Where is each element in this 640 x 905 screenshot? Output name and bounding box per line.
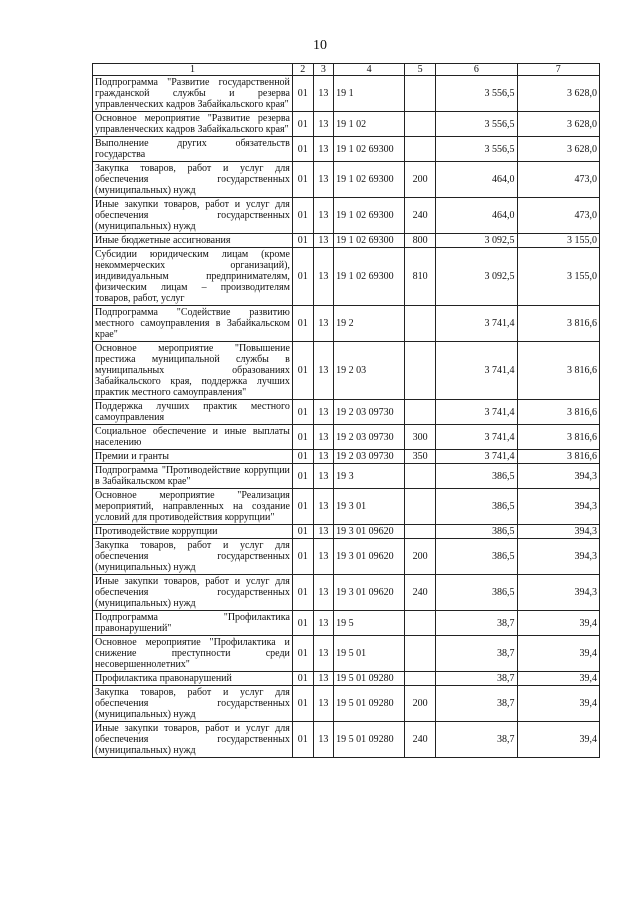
- cell-rz: 01: [292, 400, 313, 425]
- cell-sum-year2: 39,4: [517, 672, 599, 686]
- table-row: [93, 137, 600, 162]
- cell-sum-year2: 39,4: [517, 686, 599, 722]
- cell-name: Поддержка лучших практик местного самоуправления: [93, 400, 293, 425]
- cell-sum-year1: 3 741,4: [436, 400, 517, 425]
- table-row: [93, 234, 600, 248]
- table-row: [93, 342, 600, 400]
- cell-sum-year2: 3 155,0: [517, 234, 599, 248]
- cell-rz: 01: [292, 539, 313, 575]
- cell-name: Субсидии юридическим лицам (кроме некоммерческих организаций), индивидуальным предпринимателям, физическим лицам – производителям товаров, работ, услуг: [93, 248, 293, 306]
- cell-sum-year1: 3 741,4: [436, 450, 517, 464]
- cell-vr: 200: [405, 686, 436, 722]
- table-row: [93, 400, 600, 425]
- cell-rz: 01: [292, 306, 313, 342]
- cell-pr: 13: [313, 162, 334, 198]
- cell-name: Подпрограмма "Профилактика правонарушений": [93, 611, 293, 636]
- cell-rz: 01: [292, 575, 313, 611]
- table-row: [93, 112, 600, 137]
- cell-vr: [405, 400, 436, 425]
- cell-sum-year1: 386,5: [436, 525, 517, 539]
- cell-sum-year2: 3 816,6: [517, 400, 599, 425]
- cell-name: Иные закупки товаров, работ и услуг для обеспечения государственных (муниципальных) нужд: [93, 198, 293, 234]
- cell-sum-year2: 3 816,6: [517, 342, 599, 400]
- table-row: [93, 425, 600, 450]
- budget-table: [92, 63, 600, 758]
- cell-csr: 19 5 01 09280: [334, 672, 405, 686]
- cell-vr: [405, 112, 436, 137]
- table-row: [93, 525, 600, 539]
- cell-name: Профилактика правонарушений: [93, 672, 293, 686]
- cell-csr: 19 2 03 09730: [334, 400, 405, 425]
- cell-vr: [405, 306, 436, 342]
- cell-csr: 19 5: [334, 611, 405, 636]
- cell-rz: 01: [292, 672, 313, 686]
- table-row: [93, 76, 600, 112]
- column-header-rz: 2: [292, 64, 313, 76]
- cell-name: Выполнение других обязательств государства: [93, 137, 293, 162]
- table-row: [93, 489, 600, 525]
- cell-pr: 13: [313, 464, 334, 489]
- column-header-name: 1: [93, 64, 293, 76]
- cell-name: Закупка товаров, работ и услуг для обеспечения государственных (муниципальных) нужд: [93, 686, 293, 722]
- cell-rz: 01: [292, 198, 313, 234]
- table-row: [93, 611, 600, 636]
- cell-csr: 19 1 02 69300: [334, 137, 405, 162]
- cell-vr: 800: [405, 234, 436, 248]
- cell-csr: 19 5 01 09280: [334, 686, 405, 722]
- cell-vr: [405, 76, 436, 112]
- cell-rz: 01: [292, 525, 313, 539]
- cell-name: Подпрограмма "Содействие развитию местного самоуправления в Забайкальском крае": [93, 306, 293, 342]
- cell-sum-year1: 38,7: [436, 686, 517, 722]
- table-row: [93, 162, 600, 198]
- cell-sum-year2: 394,3: [517, 464, 599, 489]
- cell-sum-year1: 386,5: [436, 539, 517, 575]
- cell-pr: 13: [313, 722, 334, 758]
- cell-pr: 13: [313, 342, 334, 400]
- cell-name: Премии и гранты: [93, 450, 293, 464]
- page-number: 10: [313, 38, 327, 53]
- cell-pr: 13: [313, 112, 334, 137]
- table-header: [93, 64, 600, 76]
- cell-name: Иные бюджетные ассигнования: [93, 234, 293, 248]
- cell-name: Социальное обеспечение и иные выплаты населению: [93, 425, 293, 450]
- cell-sum-year2: 39,4: [517, 611, 599, 636]
- cell-name: Противодействие коррупции: [93, 525, 293, 539]
- cell-csr: 19 3 01 09620: [334, 575, 405, 611]
- table-row: [93, 575, 600, 611]
- cell-sum-year2: 3 628,0: [517, 76, 599, 112]
- cell-vr: 240: [405, 575, 436, 611]
- cell-sum-year2: 3 155,0: [517, 248, 599, 306]
- column-header-pr: 3: [313, 64, 334, 76]
- cell-sum-year2: 394,3: [517, 525, 599, 539]
- cell-csr: 19 1 02 69300: [334, 162, 405, 198]
- cell-rz: 01: [292, 248, 313, 306]
- cell-sum-year1: 38,7: [436, 611, 517, 636]
- cell-pr: 13: [313, 234, 334, 248]
- cell-vr: 200: [405, 162, 436, 198]
- cell-rz: 01: [292, 686, 313, 722]
- cell-sum-year2: 394,3: [517, 489, 599, 525]
- cell-pr: 13: [313, 248, 334, 306]
- cell-sum-year1: 3 556,5: [436, 137, 517, 162]
- column-header-vr: 5: [405, 64, 436, 76]
- table-body: [93, 76, 600, 758]
- cell-pr: 13: [313, 686, 334, 722]
- cell-rz: 01: [292, 489, 313, 525]
- cell-csr: 19 2 03 09730: [334, 425, 405, 450]
- cell-sum-year2: 394,3: [517, 575, 599, 611]
- cell-sum-year1: 38,7: [436, 672, 517, 686]
- table-row: [93, 672, 600, 686]
- table-row: [93, 464, 600, 489]
- cell-vr: 240: [405, 198, 436, 234]
- cell-rz: 01: [292, 342, 313, 400]
- cell-csr: 19 2 03 09730: [334, 450, 405, 464]
- cell-pr: 13: [313, 76, 334, 112]
- cell-name: Иные закупки товаров, работ и услуг для обеспечения государственных (муниципальных) нужд: [93, 722, 293, 758]
- cell-sum-year1: 386,5: [436, 464, 517, 489]
- cell-pr: 13: [313, 400, 334, 425]
- table-row: [93, 248, 600, 306]
- cell-sum-year2: 39,4: [517, 636, 599, 672]
- cell-name: Основное мероприятие "Развитие резерва управленческих кадров Забайкальского края": [93, 112, 293, 137]
- cell-pr: 13: [313, 636, 334, 672]
- cell-sum-year2: 3 816,6: [517, 425, 599, 450]
- cell-name: Подпрограмма "Противодействие коррупции в Забайкальском крае": [93, 464, 293, 489]
- table-row: [93, 686, 600, 722]
- cell-vr: [405, 672, 436, 686]
- table-row: [93, 450, 600, 464]
- cell-vr: 300: [405, 425, 436, 450]
- cell-pr: 13: [313, 539, 334, 575]
- cell-sum-year1: 3 556,5: [436, 76, 517, 112]
- cell-sum-year2: 3 816,6: [517, 306, 599, 342]
- cell-rz: 01: [292, 464, 313, 489]
- header-row: [93, 64, 600, 76]
- cell-sum-year2: 394,3: [517, 539, 599, 575]
- cell-vr: [405, 489, 436, 525]
- cell-csr: 19 3 01: [334, 489, 405, 525]
- cell-pr: 13: [313, 575, 334, 611]
- cell-sum-year1: 464,0: [436, 198, 517, 234]
- cell-vr: [405, 342, 436, 400]
- cell-pr: 13: [313, 611, 334, 636]
- cell-csr: 19 3: [334, 464, 405, 489]
- cell-csr: 19 5 01 09280: [334, 722, 405, 758]
- cell-sum-year2: 473,0: [517, 198, 599, 234]
- cell-csr: 19 2: [334, 306, 405, 342]
- cell-vr: [405, 525, 436, 539]
- cell-vr: 240: [405, 722, 436, 758]
- cell-pr: 13: [313, 306, 334, 342]
- cell-sum-year1: 3 092,5: [436, 234, 517, 248]
- cell-csr: 19 1 02 69300: [334, 198, 405, 234]
- cell-name: Подпрограмма "Развитие государственной гражданской службы и резерва управленческих кадров Забайкальского края": [93, 76, 293, 112]
- cell-csr: 19 1: [334, 76, 405, 112]
- cell-csr: 19 5 01: [334, 636, 405, 672]
- table-row: [93, 722, 600, 758]
- column-header-csr: 4: [334, 64, 405, 76]
- cell-csr: 19 1 02 69300: [334, 234, 405, 248]
- cell-csr: 19 1 02 69300: [334, 248, 405, 306]
- cell-rz: 01: [292, 137, 313, 162]
- cell-rz: 01: [292, 76, 313, 112]
- cell-name: Основное мероприятие "Реализация мероприятий, направленных на создание условий для противодействия коррупции": [93, 489, 293, 525]
- cell-sum-year1: 38,7: [436, 636, 517, 672]
- cell-sum-year1: 3 741,4: [436, 306, 517, 342]
- cell-rz: 01: [292, 636, 313, 672]
- cell-sum-year2: 3 628,0: [517, 137, 599, 162]
- table-row: [93, 539, 600, 575]
- cell-vr: [405, 636, 436, 672]
- cell-vr: 810: [405, 248, 436, 306]
- cell-rz: 01: [292, 234, 313, 248]
- cell-pr: 13: [313, 137, 334, 162]
- cell-sum-year1: 386,5: [436, 489, 517, 525]
- cell-vr: 200: [405, 539, 436, 575]
- column-header-sum1: 6: [436, 64, 517, 76]
- table-row: [93, 306, 600, 342]
- cell-rz: 01: [292, 425, 313, 450]
- cell-vr: [405, 611, 436, 636]
- cell-rz: 01: [292, 162, 313, 198]
- cell-pr: 13: [313, 450, 334, 464]
- cell-sum-year1: 38,7: [436, 722, 517, 758]
- cell-name: Основное мероприятие "Повышение престижа муниципальной службы в муниципальных образованиях Забайкальского края, поддержка лучших практик местного самоуправления": [93, 342, 293, 400]
- cell-name: Закупка товаров, работ и услуг для обеспечения государственных (муниципальных) нужд: [93, 162, 293, 198]
- cell-sum-year1: 3 556,5: [436, 112, 517, 137]
- cell-pr: 13: [313, 672, 334, 686]
- cell-name: Иные закупки товаров, работ и услуг для обеспечения государственных (муниципальных) нужд: [93, 575, 293, 611]
- cell-sum-year1: 3 092,5: [436, 248, 517, 306]
- cell-rz: 01: [292, 611, 313, 636]
- cell-pr: 13: [313, 425, 334, 450]
- cell-rz: 01: [292, 450, 313, 464]
- table-row: [93, 636, 600, 672]
- cell-csr: 19 1 02: [334, 112, 405, 137]
- cell-name: Закупка товаров, работ и услуг для обеспечения государственных (муниципальных) нужд: [93, 539, 293, 575]
- cell-sum-year2: 3 816,6: [517, 450, 599, 464]
- cell-pr: 13: [313, 198, 334, 234]
- cell-sum-year2: 473,0: [517, 162, 599, 198]
- cell-csr: 19 3 01 09620: [334, 525, 405, 539]
- cell-name: Основное мероприятие "Профилактика и снижение преступности среди несовершеннолетних": [93, 636, 293, 672]
- table-row: [93, 198, 600, 234]
- cell-sum-year2: 3 628,0: [517, 112, 599, 137]
- column-header-sum2: 7: [517, 64, 599, 76]
- cell-sum-year1: 464,0: [436, 162, 517, 198]
- cell-pr: 13: [313, 489, 334, 525]
- cell-csr: 19 3 01 09620: [334, 539, 405, 575]
- cell-vr: [405, 464, 436, 489]
- cell-sum-year2: 39,4: [517, 722, 599, 758]
- cell-vr: [405, 137, 436, 162]
- cell-csr: 19 2 03: [334, 342, 405, 400]
- cell-rz: 01: [292, 112, 313, 137]
- cell-sum-year1: 3 741,4: [436, 342, 517, 400]
- cell-rz: 01: [292, 722, 313, 758]
- cell-pr: 13: [313, 525, 334, 539]
- cell-sum-year1: 3 741,4: [436, 425, 517, 450]
- cell-sum-year1: 386,5: [436, 575, 517, 611]
- cell-vr: 350: [405, 450, 436, 464]
